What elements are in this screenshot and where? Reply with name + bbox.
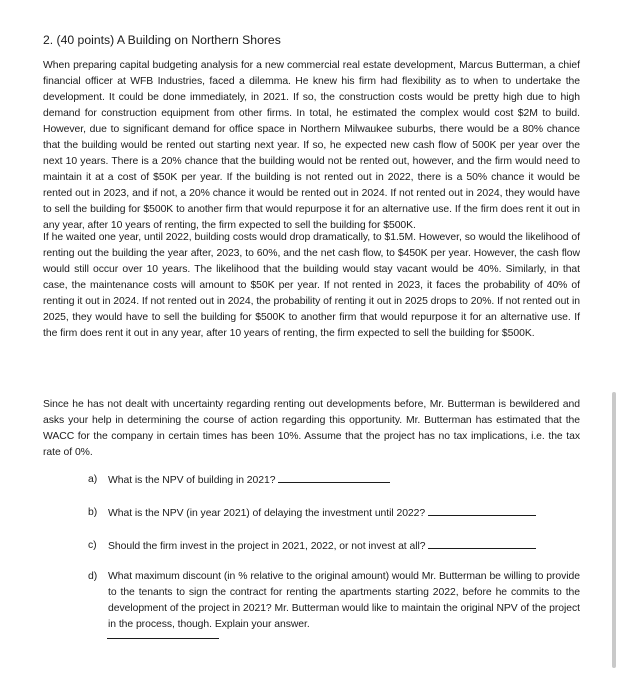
answer-blank-b[interactable]: [428, 505, 536, 516]
question-c: [88, 538, 580, 555]
question-a-label: a): [88, 474, 98, 485]
scenario-paragraph-build-now: When preparing capital budgeting analysis for a new commercial real estate development, Marcus Butterman, a chief financial officer at WFB Industries, faced a dilemma. He knew his firm had flexibility as to when to undertake the development. It could be done immediately, in 2021. If so, the construction costs would be pretty high due to high demand for construction equipment from other firms. In total, he estimated the complex would cost $2M to build. However, due to significant demand for office space in Northern Milwaukee suburbs, there would be a 80% chance that the building would be rented out starting next year. If so, he expected new cash flow of 500K per year over the next 10 years. There is a 20% chance that the building would not be rented out, however, and the firm would need to maintain it at a cost of $50K per year. If the building is not rented out in 2022, there is a 50% chance it would be rented out in 2023, and if not, a 20% chance it would be rented out in 2024. If not rented out in 2024, they would have to sell the building for $500K to another firm that would repurpose it for an alternative use. If the firm does rent it out in any year, after 10 years of renting, the firm expected to sell the building for $500K.: [43, 60, 580, 231]
instructions-paragraph: Since he has not dealt with uncertainty regarding renting out developments before, Mr. Butterman is bewildered and asks your help in determining the course of action regarding this opportunity. Mr. Butterman has estimated that the WACC for the company in certain times has been 10%. Assume that the project has no tax implications, i.e. the tax rate of 0%.: [43, 399, 580, 458]
question-c-text: Should the firm invest in the project in 2021, 2022, or not invest at all?: [108, 541, 426, 552]
question-d-label: d): [88, 571, 98, 582]
question-b-label: b): [88, 507, 98, 518]
question-b: [88, 505, 580, 522]
question-b-text: What is the NPV (in year 2021) of delaying the investment until 2022?: [108, 508, 426, 519]
vertical-scrollbar[interactable]: [612, 392, 616, 668]
question-a-text: What is the NPV of building in 2021?: [108, 475, 276, 486]
answer-blank-a[interactable]: [278, 472, 390, 483]
answer-blank-d[interactable]: [107, 638, 219, 639]
question-d-text: What maximum discount (in % relative to the original amount) would Mr. Butterman be willing to provide to the tenants to sign the contract for renting the apartments starting 2022, before he commits to the development of the project in 2021? Mr. Butterman would like to maintain the original NPV of the project in the process, though. Explain your answer.: [108, 571, 580, 630]
scenario-paragraph-wait-one-year: If he waited one year, until 2022, building costs would drop dramatically, to $1.5M. However, so would the likelihood of renting out the building the year after, 2023, to 60%, and the net cash flow, to $450K per year. However, the cash flow would still occur over 10 years. The likelihood that the building would stay vacant would be 40%. Similarly, in that case, the maintenance costs will amount to $50K per year. If not rented in 2023, it faces the probability of 40% of renting it out in 2024. If not rented out in 2024, the probability of renting it out in 2025 drops to 20%. If not rented out in 2025, they would have to sell the building for $500K to another firm that would repurpose it for an alternative use. If the firm does rent it out in any year, after 10 years of renting, the firm expected to sell the building for $500K.: [43, 232, 580, 339]
question-d: [88, 569, 580, 633]
question-title: 2. (40 points) A Building on Northern Shores: [43, 33, 281, 47]
question-c-label: c): [88, 540, 97, 551]
question-a: [88, 472, 580, 489]
answer-blank-c[interactable]: [428, 538, 536, 549]
